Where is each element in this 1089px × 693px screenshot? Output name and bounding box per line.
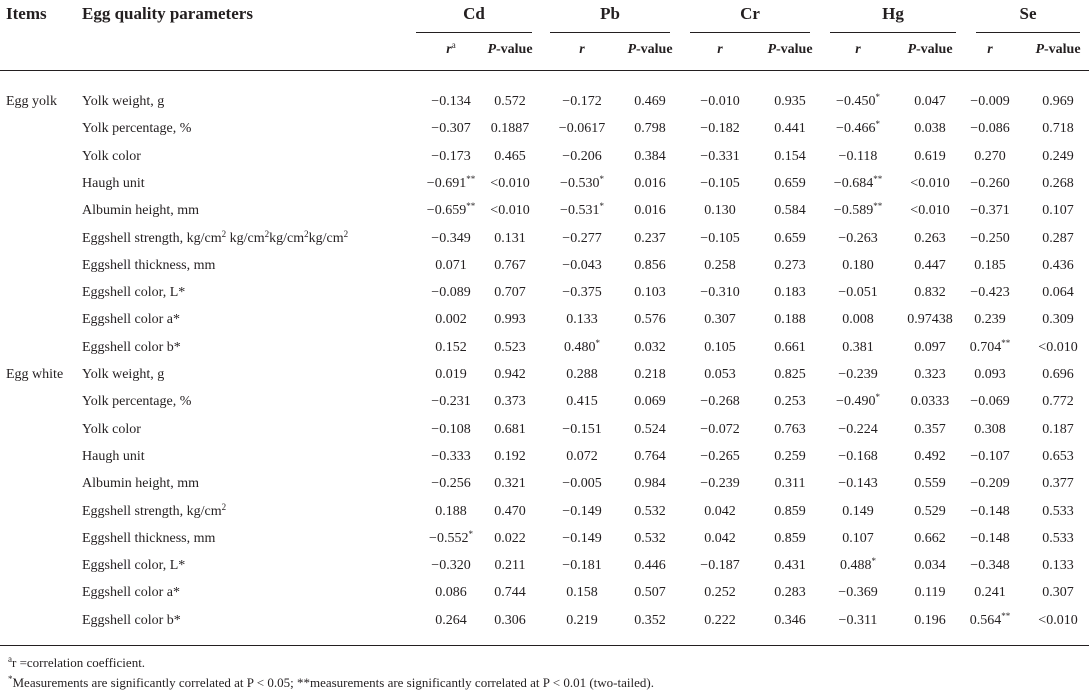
cell-r: −0.010 — [700, 94, 740, 109]
header-p-value — [756, 36, 824, 63]
cell-r: −0.148 — [970, 504, 1010, 519]
r-symbol: r — [446, 42, 452, 57]
header-p-value — [616, 36, 684, 63]
header-group-rule — [550, 32, 670, 33]
cell-p-value: 0.357 — [914, 422, 946, 437]
cell-p-value: 0.662 — [914, 531, 946, 546]
table-row — [0, 443, 1089, 470]
row-parameter: Eggshell thickness, mm — [82, 258, 216, 273]
footnote-a: $^a$r =correlation coefficient. — [8, 654, 146, 670]
cell-p-value: 0.431 — [774, 558, 806, 573]
cell-r: −0.371 — [970, 203, 1010, 218]
table-row — [0, 225, 1089, 252]
cell-r: −0.369 — [838, 585, 878, 600]
cell-r: 0.130 — [704, 203, 736, 218]
cell-p-value: 0.772 — [1042, 394, 1074, 409]
cell-p-value: 0.311 — [774, 476, 806, 491]
cell-p-value: 0.436 — [1042, 258, 1074, 273]
cell-p-value: 0.0333 — [910, 394, 950, 409]
header-r — [417, 36, 485, 63]
group-label: Egg yolk — [6, 94, 57, 109]
cell-p-value: 0.192 — [494, 449, 526, 464]
p-value-label: P-value — [767, 42, 813, 57]
cell-r: 0.042 — [704, 531, 736, 546]
cell-p-value: 0.097 — [914, 340, 946, 355]
cell-r: 0.480* — [564, 338, 600, 355]
r-footnote-mark: a — [451, 40, 456, 50]
cell-p-value: 0.373 — [494, 394, 526, 409]
cell-p-value: 0.133 — [1042, 558, 1074, 573]
cell-r: 0.072 — [566, 449, 598, 464]
cell-r: 0.704** — [969, 338, 1011, 355]
cell-r: −0.107 — [970, 449, 1010, 464]
header-element-cd: Cd — [463, 4, 485, 23]
table-bottom-rule — [0, 645, 1089, 646]
row-parameter: Albumin height, mm — [82, 203, 200, 218]
cell-p-value: 0.069 — [634, 394, 666, 409]
header-params: Egg quality parameters — [82, 4, 253, 23]
cell-p-value: 0.034 — [914, 558, 946, 573]
cell-r: −0.173 — [431, 149, 471, 164]
row-parameter: Eggshell thickness, mm — [82, 531, 216, 546]
table-row — [0, 197, 1089, 224]
cell-r: −0.108 — [431, 422, 471, 437]
header-p-value — [1024, 36, 1089, 63]
row-parameter: Eggshell color a* — [82, 585, 180, 600]
cell-r: 0.381 — [842, 340, 874, 355]
cell-r: 0.258 — [704, 258, 736, 273]
cell-r: −0.182 — [700, 121, 740, 136]
cell-r: −0.531* — [560, 201, 604, 218]
table-row — [0, 143, 1089, 170]
table-row — [0, 115, 1089, 142]
cell-r: −0.148 — [970, 531, 1010, 546]
cell-p-value: 0.942 — [494, 367, 526, 382]
cell-p-value: 0.211 — [494, 558, 526, 573]
cell-p-value: 0.507 — [634, 585, 666, 600]
cell-p-value: 0.718 — [1042, 121, 1074, 136]
cell-p-value: 0.131 — [494, 231, 526, 246]
cell-r: −0.256 — [431, 476, 471, 491]
cell-r: −0.307 — [431, 121, 471, 136]
cell-p-value: 0.859 — [774, 504, 806, 519]
cell-p-value: 0.524 — [634, 422, 666, 437]
cell-r: −0.0617 — [558, 121, 606, 136]
cell-p-value: <0.010 — [490, 203, 530, 218]
cell-r: −0.311 — [838, 613, 878, 628]
cell-p-value: 0.572 — [494, 94, 526, 109]
cell-r: −0.691** — [426, 174, 476, 191]
cell-p-value: 0.188 — [774, 312, 806, 327]
cell-r: 0.252 — [704, 585, 736, 600]
header-element-pb: Pb — [600, 4, 620, 23]
group-label: Egg white — [6, 367, 64, 382]
cell-r: 0.053 — [704, 367, 736, 382]
cell-p-value: 0.352 — [634, 613, 666, 628]
cell-p-value: 0.384 — [634, 149, 666, 164]
cell-r: −0.069 — [970, 394, 1010, 409]
cell-p-value: 0.032 — [634, 340, 666, 355]
cell-p-value: 0.659 — [774, 231, 806, 246]
header-element-hg: Hg — [882, 4, 904, 23]
cell-p-value: 0.259 — [774, 449, 806, 464]
cell-r: −0.172 — [562, 94, 602, 109]
cell-p-value: 0.047 — [914, 94, 946, 109]
cell-r: −0.043 — [562, 258, 602, 273]
cell-p-value: 0.533 — [1042, 531, 1074, 546]
r-symbol: r — [987, 42, 993, 57]
cell-p-value: <0.010 — [490, 176, 530, 191]
cell-p-value: 0.263 — [914, 231, 946, 246]
cell-r: −0.051 — [838, 285, 878, 300]
cell-p-value: 0.287 — [1042, 231, 1074, 246]
cell-r: −0.009 — [970, 94, 1010, 109]
cell-r: 0.288 — [566, 367, 598, 382]
r-symbol: r — [717, 42, 723, 57]
p-value-label: P-value — [907, 42, 953, 57]
row-parameter: Yolk percentage, % — [82, 394, 192, 409]
row-parameter: Haugh unit — [82, 176, 145, 191]
cell-r: 0.270 — [974, 149, 1006, 164]
table-row — [0, 334, 1089, 361]
cell-p-value: 0.346 — [774, 613, 806, 628]
cell-r: 0.158 — [566, 585, 598, 600]
cell-p-value: 0.492 — [914, 449, 946, 464]
cell-p-value: 0.107 — [1042, 203, 1074, 218]
cell-p-value: 0.681 — [494, 422, 526, 437]
cell-r: −0.224 — [838, 422, 878, 437]
cell-p-value: 0.103 — [634, 285, 666, 300]
r-symbol: r — [579, 42, 585, 57]
table-row — [0, 306, 1089, 333]
cell-r: 0.241 — [974, 585, 1006, 600]
cell-r: 0.488* — [840, 556, 876, 573]
cell-r: −0.239 — [838, 367, 878, 382]
cell-p-value: 0.306 — [494, 613, 526, 628]
table-row — [0, 88, 1089, 115]
row-parameter: Eggshell color b* — [82, 340, 181, 355]
cell-r: 0.239 — [974, 312, 1006, 327]
cell-p-value: 0.016 — [634, 176, 666, 191]
cell-r: 0.308 — [974, 422, 1006, 437]
cell-p-value: 0.218 — [634, 367, 666, 382]
cell-p-value: 0.523 — [494, 340, 526, 355]
cell-p-value: 0.532 — [634, 504, 666, 519]
cell-r: 0.086 — [435, 585, 467, 600]
table-row — [0, 525, 1089, 552]
cell-r: −0.260 — [970, 176, 1010, 191]
cell-r: −0.333 — [431, 449, 471, 464]
row-parameter: Eggshell color, L* — [82, 558, 186, 573]
header-p-value — [476, 36, 544, 63]
cell-p-value: 0.559 — [914, 476, 946, 491]
header-r — [686, 36, 754, 63]
cell-r: −0.089 — [431, 285, 471, 300]
cell-p-value: 0.253 — [774, 394, 806, 409]
cell-p-value: 0.323 — [914, 367, 946, 382]
cell-r: −0.684** — [833, 174, 883, 191]
cell-p-value: 0.584 — [774, 203, 806, 218]
cell-p-value: 0.1887 — [490, 121, 530, 136]
cell-r: 0.219 — [566, 613, 598, 628]
cell-r: −0.659** — [426, 201, 476, 218]
cell-p-value: 0.935 — [774, 94, 806, 109]
cell-r: 0.093 — [974, 367, 1006, 382]
cell-p-value: 0.187 — [1042, 422, 1074, 437]
r-symbol: r — [855, 42, 861, 57]
cell-r: −0.206 — [562, 149, 602, 164]
cell-p-value: 0.798 — [634, 121, 666, 136]
p-value-label: P-value — [1035, 42, 1081, 57]
cell-p-value: 0.969 — [1042, 94, 1074, 109]
cell-r: −0.490* — [836, 392, 880, 409]
cell-r: −0.118 — [838, 149, 878, 164]
cell-p-value: <0.010 — [910, 176, 950, 191]
row-parameter: Eggshell color b* — [82, 613, 181, 628]
cell-r: −0.310 — [700, 285, 740, 300]
cell-p-value: 0.653 — [1042, 449, 1074, 464]
cell-r: −0.375 — [562, 285, 602, 300]
header-element-cr: Cr — [740, 4, 760, 23]
header-group-rule — [416, 32, 532, 33]
cell-p-value: 0.154 — [774, 149, 806, 164]
cell-p-value: 0.469 — [634, 94, 666, 109]
cell-r: −0.530* — [560, 174, 604, 191]
cell-r: −0.231 — [431, 394, 471, 409]
cell-r: 0.415 — [566, 394, 598, 409]
cell-p-value: 0.859 — [774, 531, 806, 546]
cell-r: 0.105 — [704, 340, 736, 355]
cell-r: −0.348 — [970, 558, 1010, 573]
cell-r: 0.071 — [435, 258, 467, 273]
cell-r: −0.277 — [562, 231, 602, 246]
table-row — [0, 470, 1089, 497]
cell-p-value: 0.470 — [494, 504, 526, 519]
row-parameter: Albumin height, mm — [82, 476, 200, 491]
cell-p-value: 0.533 — [1042, 504, 1074, 519]
row-parameter: Yolk color — [82, 149, 141, 164]
cell-r: 0.188 — [435, 504, 467, 519]
cell-p-value: 0.856 — [634, 258, 666, 273]
cell-r: −0.268 — [700, 394, 740, 409]
cell-p-value: 0.064 — [1042, 285, 1074, 300]
cell-p-value: 0.529 — [914, 504, 946, 519]
cell-r: −0.552* — [429, 529, 473, 546]
row-parameter: Yolk color — [82, 422, 141, 437]
cell-r: −0.149 — [562, 531, 602, 546]
cell-p-value: 0.97438 — [907, 312, 953, 327]
cell-r: 0.264 — [435, 613, 467, 628]
cell-r: −0.250 — [970, 231, 1010, 246]
header-r — [956, 36, 1024, 63]
cell-r: −0.466* — [836, 119, 880, 136]
row-parameter: Yolk percentage, % — [82, 121, 192, 136]
cell-r: −0.143 — [838, 476, 878, 491]
cell-r: −0.263 — [838, 231, 878, 246]
table-row — [0, 607, 1089, 634]
table-row — [0, 552, 1089, 579]
p-value-label: P-value — [487, 42, 533, 57]
cell-p-value: 0.119 — [914, 585, 946, 600]
cell-r: 0.564** — [969, 611, 1011, 628]
row-parameter: Eggshell strength, $kg/cm^2$ — [82, 502, 227, 519]
cell-p-value: 0.377 — [1042, 476, 1074, 491]
cell-p-value: 0.661 — [774, 340, 806, 355]
table-row — [0, 361, 1089, 388]
cell-r: 0.180 — [842, 258, 874, 273]
cell-r: −0.181 — [562, 558, 602, 573]
header-p-value — [896, 36, 964, 63]
cell-p-value: 0.196 — [914, 613, 946, 628]
cell-p-value: 0.273 — [774, 258, 806, 273]
cell-p-value: 0.249 — [1042, 149, 1074, 164]
cell-r: −0.450* — [836, 92, 880, 109]
cell-p-value: 0.707 — [494, 285, 526, 300]
cell-p-value: 0.441 — [774, 121, 806, 136]
cell-r: −0.086 — [970, 121, 1010, 136]
row-parameter: Eggshell color, L* — [82, 285, 186, 300]
cell-r: −0.005 — [562, 476, 602, 491]
cell-r: −0.239 — [700, 476, 740, 491]
cell-p-value: 0.825 — [774, 367, 806, 382]
cell-p-value: 0.576 — [634, 312, 666, 327]
cell-r: −0.134 — [431, 94, 471, 109]
table-row — [0, 170, 1089, 197]
header-group-rule — [976, 32, 1080, 33]
row-parameter: Eggshell color a* — [82, 312, 180, 327]
cell-p-value: 0.321 — [494, 476, 526, 491]
cell-r: −0.331 — [700, 149, 740, 164]
header-group-rule — [830, 32, 956, 33]
cell-p-value: 0.038 — [914, 121, 946, 136]
cell-r: −0.265 — [700, 449, 740, 464]
cell-p-value: 0.763 — [774, 422, 806, 437]
cell-r: 0.149 — [842, 504, 874, 519]
row-parameter: Eggshell strength, $kg/cm^2$ $kg/cm^2kg/cm^2kg/cm^2$ — [82, 229, 349, 246]
cell-r: −0.349 — [431, 231, 471, 246]
cell-p-value: 0.832 — [914, 285, 946, 300]
cell-r: −0.105 — [700, 231, 740, 246]
cell-p-value: 0.993 — [494, 312, 526, 327]
cell-r: −0.168 — [838, 449, 878, 464]
p-value-label: P-value — [627, 42, 673, 57]
table-row — [0, 252, 1089, 279]
footnote-significance: *Measurements are significantly correlated at P < 0.05; **measurements are significantly correlated at P < 0.01 (two-tailed). — [8, 674, 654, 690]
cell-r: −0.149 — [562, 504, 602, 519]
cell-p-value: <0.010 — [1038, 613, 1078, 628]
cell-p-value: 0.309 — [1042, 312, 1074, 327]
cell-p-value: 0.016 — [634, 203, 666, 218]
cell-r: −0.151 — [562, 422, 602, 437]
cell-r: −0.589** — [833, 201, 883, 218]
cell-p-value: <0.010 — [1038, 340, 1078, 355]
cell-r: 0.107 — [842, 531, 874, 546]
row-parameter: Haugh unit — [82, 449, 145, 464]
cell-p-value: 0.767 — [494, 258, 526, 273]
cell-r: −0.320 — [431, 558, 471, 573]
cell-r: 0.307 — [704, 312, 736, 327]
header-r — [824, 36, 892, 63]
cell-p-value: 0.446 — [634, 558, 666, 573]
table-row — [0, 498, 1089, 525]
cell-p-value: 0.659 — [774, 176, 806, 191]
header-r — [548, 36, 616, 63]
header-bottom-rule — [0, 70, 1089, 71]
row-parameter: Yolk weight, g — [82, 94, 165, 109]
table-row — [0, 416, 1089, 443]
cell-r: −0.105 — [700, 176, 740, 191]
cell-p-value: 0.447 — [914, 258, 946, 273]
cell-p-value: 0.619 — [914, 149, 946, 164]
table-row — [0, 279, 1089, 306]
cell-r: 0.185 — [974, 258, 1006, 273]
cell-p-value: 0.532 — [634, 531, 666, 546]
header-group-rule — [690, 32, 810, 33]
header-items: Items — [6, 4, 47, 23]
cell-r: 0.019 — [435, 367, 467, 382]
cell-p-value: 0.465 — [494, 149, 526, 164]
cell-r: 0.002 — [435, 312, 467, 327]
table-row — [0, 579, 1089, 606]
cell-p-value: 0.307 — [1042, 585, 1074, 600]
cell-p-value: 0.744 — [494, 585, 526, 600]
cell-p-value: 0.984 — [634, 476, 666, 491]
header-element-se: Se — [1019, 4, 1037, 23]
cell-r: −0.423 — [970, 285, 1010, 300]
cell-r: 0.008 — [842, 312, 874, 327]
cell-r: 0.042 — [704, 504, 736, 519]
table-row — [0, 388, 1089, 415]
cell-p-value: 0.022 — [494, 531, 526, 546]
cell-r: 0.152 — [435, 340, 467, 355]
cell-p-value: <0.010 — [910, 203, 950, 218]
cell-r: 0.222 — [704, 613, 736, 628]
cell-r: −0.187 — [700, 558, 740, 573]
cell-r: −0.072 — [700, 422, 740, 437]
cell-p-value: 0.764 — [634, 449, 666, 464]
cell-p-value: 0.183 — [774, 285, 806, 300]
cell-r: −0.209 — [970, 476, 1010, 491]
cell-p-value: 0.283 — [774, 585, 806, 600]
cell-p-value: 0.268 — [1042, 176, 1074, 191]
cell-r: 0.133 — [566, 312, 598, 327]
cell-p-value: 0.237 — [634, 231, 666, 246]
row-parameter: Yolk weight, g — [82, 367, 165, 382]
cell-p-value: 0.696 — [1042, 367, 1074, 382]
